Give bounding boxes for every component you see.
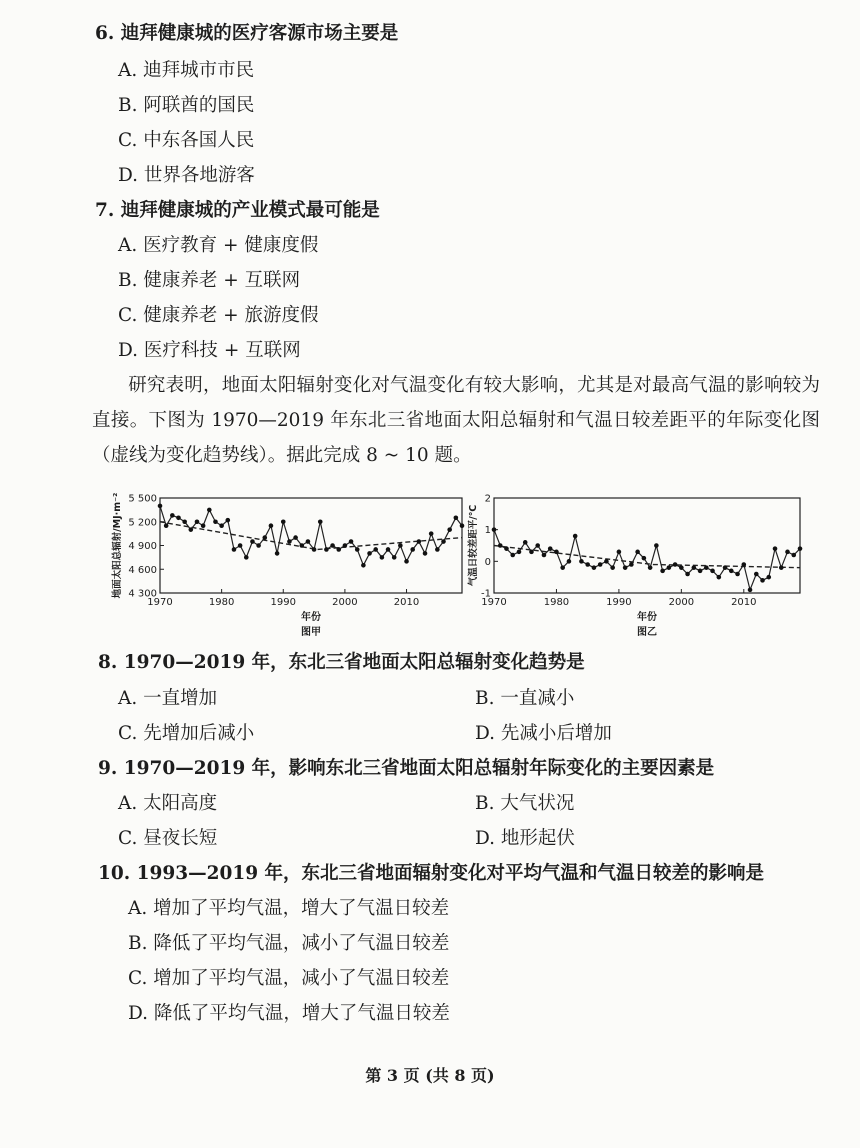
data-point (398, 543, 403, 548)
data-point (460, 523, 465, 528)
data-point (441, 539, 446, 544)
data-point (635, 550, 640, 555)
y-tick-label: -1 (481, 588, 491, 600)
data-point (312, 547, 317, 552)
y-tick-label: 5 200 (128, 517, 157, 529)
data-point (164, 523, 169, 528)
y-tick-label: 4 600 (128, 564, 157, 576)
data-point (592, 565, 597, 570)
data-point (281, 519, 286, 524)
data-point (585, 562, 590, 567)
data-point (554, 550, 559, 555)
data-point (617, 550, 622, 555)
data-point (779, 565, 784, 570)
data-point (392, 555, 397, 560)
data-point (535, 543, 540, 548)
data-point (232, 547, 237, 552)
q10-option-d: D. 降低了平均气温，增大了气温日较差 (128, 1003, 450, 1024)
data-point (667, 565, 672, 570)
data-point (735, 572, 740, 577)
data-series-line (160, 506, 462, 565)
y-axis-label: 地面太阳总辐射/MJ·m⁻² (112, 492, 123, 599)
data-point (673, 562, 678, 567)
data-point (748, 588, 753, 593)
page-footer: 第 3 页 (共 8 页) (365, 1066, 495, 1085)
data-point (269, 523, 274, 528)
data-point (262, 535, 267, 540)
data-point (250, 539, 255, 544)
chart-solar-radiation (100, 485, 470, 643)
data-point (542, 553, 547, 558)
x-tick-label: 1970 (147, 597, 173, 608)
y-tick-label: 4 300 (128, 588, 157, 600)
data-point (766, 575, 771, 580)
q7-stem: 7. 迪拜健康城的产业模式最可能是 (95, 200, 380, 221)
data-point (741, 562, 746, 567)
data-point (176, 515, 181, 520)
data-point (238, 543, 243, 548)
data-point (404, 559, 409, 564)
x-tick-label: 1990 (270, 597, 296, 608)
chart-temperature-range (470, 485, 810, 643)
data-point (367, 551, 372, 556)
data-point (729, 569, 734, 574)
data-point (648, 565, 653, 570)
data-point (373, 547, 378, 552)
data-point (692, 565, 697, 570)
data-point (287, 539, 292, 544)
data-point (610, 565, 615, 570)
data-point (207, 508, 212, 513)
data-point (355, 547, 360, 552)
data-point (529, 550, 534, 555)
data-point (760, 578, 765, 583)
data-series-line (494, 530, 800, 590)
data-point (201, 523, 206, 528)
q8-option-b: B. 一直减小 (475, 688, 575, 709)
data-point (343, 543, 348, 548)
x-axis-label: 年份 (637, 612, 657, 623)
data-point (517, 550, 522, 555)
data-point (679, 565, 684, 570)
data-point (380, 555, 385, 560)
data-point (336, 547, 341, 552)
data-point (306, 539, 311, 544)
q10-stem: 10. 1993—2019 年，东北三省地面辐射变化对平均气温和气温日较差的影响是 (98, 863, 765, 884)
data-point (275, 551, 280, 556)
q6-option-b: B. 阿联酋的国民 (118, 95, 255, 116)
data-point (330, 543, 335, 548)
x-tick-label: 1990 (606, 597, 632, 608)
q8-option-d: D. 先减小后增加 (475, 723, 612, 744)
data-point (523, 540, 528, 545)
x-tick-label: 1970 (481, 597, 507, 608)
data-point (798, 546, 803, 551)
chart-title: 图甲 (301, 627, 321, 638)
data-point (158, 504, 163, 509)
passage-text: 研究表明，地面太阳辐射变化对气温变化有较大影响，尤其是对最高气温的影响较为直接。下图为 1970—2019 年东北三省地面太阳总辐射和气温日较差距平的年际变化图（虚线为变化趋势线）。据此完成 8 ~ 10 题。 (92, 375, 820, 466)
q9-option-a: A. 太阳高度 (118, 793, 218, 814)
data-point (698, 569, 703, 574)
data-point (573, 534, 578, 539)
data-point (504, 546, 509, 551)
y-tick-label: 1 (484, 525, 491, 537)
data-point (791, 553, 796, 558)
data-point (492, 527, 497, 532)
x-tick-label: 2000 (668, 597, 695, 608)
data-point (361, 563, 366, 568)
data-point (704, 565, 709, 570)
y-axis-label: 气温日较差距平/℃ (468, 504, 479, 587)
data-point (423, 551, 428, 556)
y-tick-label: 4 900 (128, 541, 157, 552)
q6-option-c: C. 中东各国人民 (118, 130, 255, 151)
q9-option-b: B. 大气状况 (475, 793, 575, 814)
data-point (189, 527, 194, 532)
data-point (604, 559, 609, 564)
x-tick-label: 2010 (731, 597, 757, 608)
data-point (773, 546, 778, 551)
data-point (660, 569, 665, 574)
x-axis-label: 年份 (301, 612, 321, 623)
data-point (642, 556, 647, 561)
x-tick-label: 1980 (208, 597, 235, 608)
data-point (654, 543, 659, 548)
data-point (629, 562, 634, 567)
data-point (454, 515, 459, 520)
q7-option-d: D. 医疗科技 + 互联网 (118, 340, 301, 361)
data-point (410, 547, 415, 552)
data-point (170, 513, 175, 518)
q6-option-d: D. 世界各地游客 (118, 165, 255, 186)
data-point (386, 547, 391, 552)
data-point (548, 546, 553, 551)
data-point (447, 527, 452, 532)
data-point (710, 569, 715, 574)
q6-option-a: A. 迪拜城市市民 (118, 60, 255, 81)
data-point (349, 539, 354, 544)
data-point (723, 565, 728, 570)
data-point (560, 565, 565, 570)
data-point (579, 559, 584, 564)
q6-stem: 6. 迪拜健康城的医疗客源市场主要是 (95, 23, 399, 44)
x-tick-label: 2010 (393, 597, 420, 608)
data-point (510, 553, 515, 558)
data-point (219, 523, 224, 528)
q10-option-b: B. 降低了平均气温，减小了气温日较差 (128, 933, 450, 954)
data-point (182, 519, 187, 524)
data-point (318, 519, 323, 524)
data-point (213, 519, 218, 524)
data-point (225, 518, 230, 523)
data-point (785, 550, 790, 555)
q8-option-c: C. 先增加后减小 (118, 723, 255, 744)
data-point (567, 559, 572, 564)
data-point (498, 543, 503, 548)
data-point (623, 565, 628, 570)
data-point (195, 519, 200, 524)
data-point (293, 535, 298, 540)
data-point (429, 531, 434, 536)
data-point (324, 547, 329, 552)
data-point (754, 572, 759, 577)
chart-title: 图乙 (637, 627, 657, 638)
data-point (435, 547, 440, 552)
q10-option-c: C. 增加了平均气温，减小了气温日较差 (128, 968, 450, 989)
y-tick-label: 2 (484, 493, 491, 505)
q8-option-a: A. 一直增加 (118, 688, 218, 709)
data-point (256, 543, 261, 548)
data-point (299, 543, 304, 548)
q9-stem: 9. 1970—2019 年，影响东北三省地面太阳总辐射年际变化的主要因素是 (98, 758, 715, 779)
y-tick-label: 5 500 (128, 493, 157, 505)
q7-option-a: A. 医疗教育 + 健康度假 (118, 235, 319, 256)
data-point (244, 555, 249, 560)
q9-option-d: D. 地形起伏 (475, 828, 575, 849)
q9-option-c: C. 昼夜长短 (118, 828, 218, 849)
q10-option-a: A. 增加了平均气温，增大了气温日较差 (128, 898, 450, 919)
x-tick-label: 2000 (332, 597, 358, 608)
passage (92, 368, 820, 473)
data-point (685, 572, 690, 577)
data-point (717, 575, 722, 580)
q7-option-c: C. 健康养老 + 旅游度假 (118, 305, 319, 326)
q7-option-b: B. 健康养老 + 互联网 (118, 270, 301, 291)
y-tick-label: 0 (484, 556, 491, 568)
x-tick-label: 1980 (543, 597, 570, 608)
data-point (598, 562, 603, 567)
data-point (417, 539, 422, 544)
q8-stem: 8. 1970—2019 年，东北三省地面太阳总辐射变化趋势是 (98, 652, 585, 673)
